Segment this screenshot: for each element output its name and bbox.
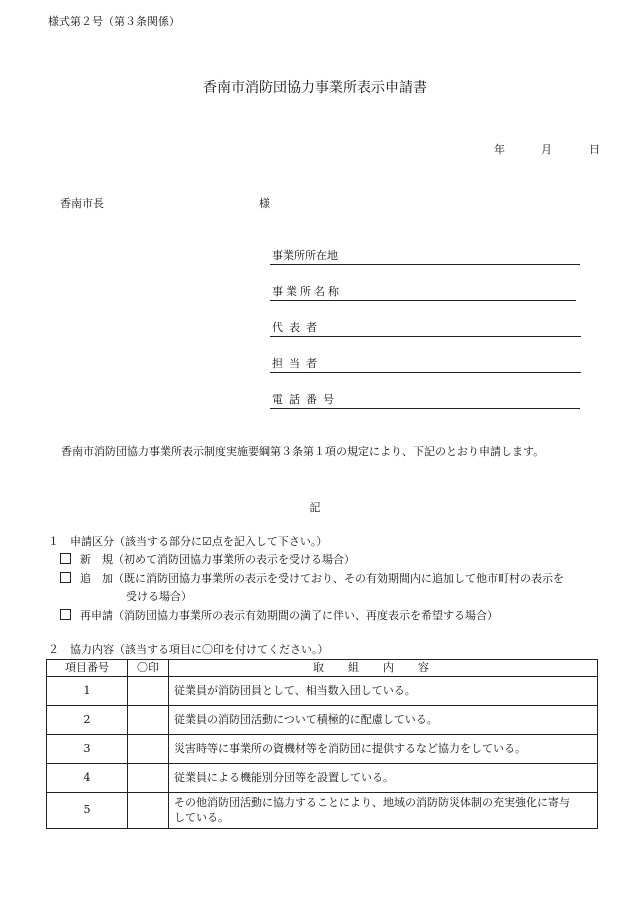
item-content: 従業員による機能別分団等を設置している。 <box>169 764 598 793</box>
phone-number-field[interactable] <box>270 390 580 409</box>
option-additional-label: 追 加（既に消防団協力事業所の表示を受けており、その有効期間内に追加して他市町村の表示を <box>80 572 564 585</box>
address-label: 事業所所在地 <box>272 248 338 262</box>
checkbox-reapply[interactable] <box>60 609 71 620</box>
representative-field[interactable] <box>270 318 581 337</box>
item-content: 従業員が消防団員として、相当数入団している。 <box>169 677 598 706</box>
item-number: 1 <box>47 677 128 706</box>
header-item-number: 項目番号 <box>47 660 128 677</box>
ki-heading: 記 <box>309 501 321 514</box>
addressee-name: 香南市長 <box>60 197 104 210</box>
table-row <box>47 735 598 764</box>
mark-cell-2[interactable] <box>128 706 169 735</box>
option-additional[interactable] <box>60 572 564 586</box>
date-day-label: 日 <box>589 143 600 156</box>
contact-person-label: 担当者 <box>272 356 323 370</box>
item-number: 5 <box>47 793 128 829</box>
item-content: 災害時等に事業所の資機材等を消防団に提供するなど協力をしている。 <box>169 735 598 764</box>
table-row <box>47 764 598 793</box>
checkbox-additional[interactable] <box>60 572 71 583</box>
mark-cell-5[interactable] <box>128 793 169 829</box>
option-additional-continuation: 受ける場合） <box>126 590 192 603</box>
cooperation-table <box>46 659 598 829</box>
item-number: 3 <box>47 735 128 764</box>
item-content <box>169 793 598 829</box>
table-row <box>47 706 598 735</box>
document-title: 香南市消防団協力事業所表示申請書 <box>203 80 427 96</box>
date-month-label: 月 <box>541 143 552 156</box>
checkbox-new[interactable] <box>60 553 71 564</box>
mark-cell-4[interactable] <box>128 764 169 793</box>
item-number: 2 <box>47 706 128 735</box>
header-content: 取組内容 <box>169 660 598 677</box>
item-content-line2: している。 <box>174 810 229 824</box>
option-reapply[interactable] <box>60 609 498 623</box>
item-content-line1: その他消防団活動に協力することにより、地域の消防防災体制の充実強化に寄与 <box>174 796 570 810</box>
business-name-label: 事業所名称 <box>272 284 342 298</box>
mark-cell-1[interactable] <box>128 677 169 706</box>
application-statement: 香南市消防団協力事業所表示制度実施要綱第３条第１項の規定により、下記のとおり申請します。 <box>61 445 545 458</box>
item-content: 従業員の消防団活動について積極的に配慮している。 <box>169 706 598 735</box>
table-row <box>47 677 598 706</box>
option-reapply-label: 再申請（消防団協力事業所の表示有効期間の満了に伴い、再度表示を希望する場合） <box>80 609 498 622</box>
addressee-honorific: 様 <box>259 197 270 210</box>
phone-number-label: 電話番号 <box>272 392 340 406</box>
option-new-label: 新 規（初めて消防団協力事業所の表示を受ける場合） <box>80 553 355 566</box>
mark-cell-3[interactable] <box>128 735 169 764</box>
contact-person-field[interactable] <box>270 354 581 373</box>
section2-heading: ２ 協力内容（該当する項目に〇印を付けてください。） <box>48 643 329 656</box>
business-name-field[interactable] <box>270 282 576 301</box>
address-field[interactable] <box>270 246 580 265</box>
section1-heading: １ 申請区分（該当する部分に☑点を記入して下さい。） <box>48 535 328 548</box>
header-mark: 〇印 <box>128 660 169 677</box>
table-header-row <box>47 660 598 677</box>
form-number: 様式第２号（第３条関係） <box>48 15 180 28</box>
item-number: 4 <box>47 764 128 793</box>
date-year-label: 年 <box>494 143 505 156</box>
option-new[interactable] <box>60 553 355 567</box>
table-row <box>47 793 598 829</box>
representative-label: 代表者 <box>272 320 323 334</box>
